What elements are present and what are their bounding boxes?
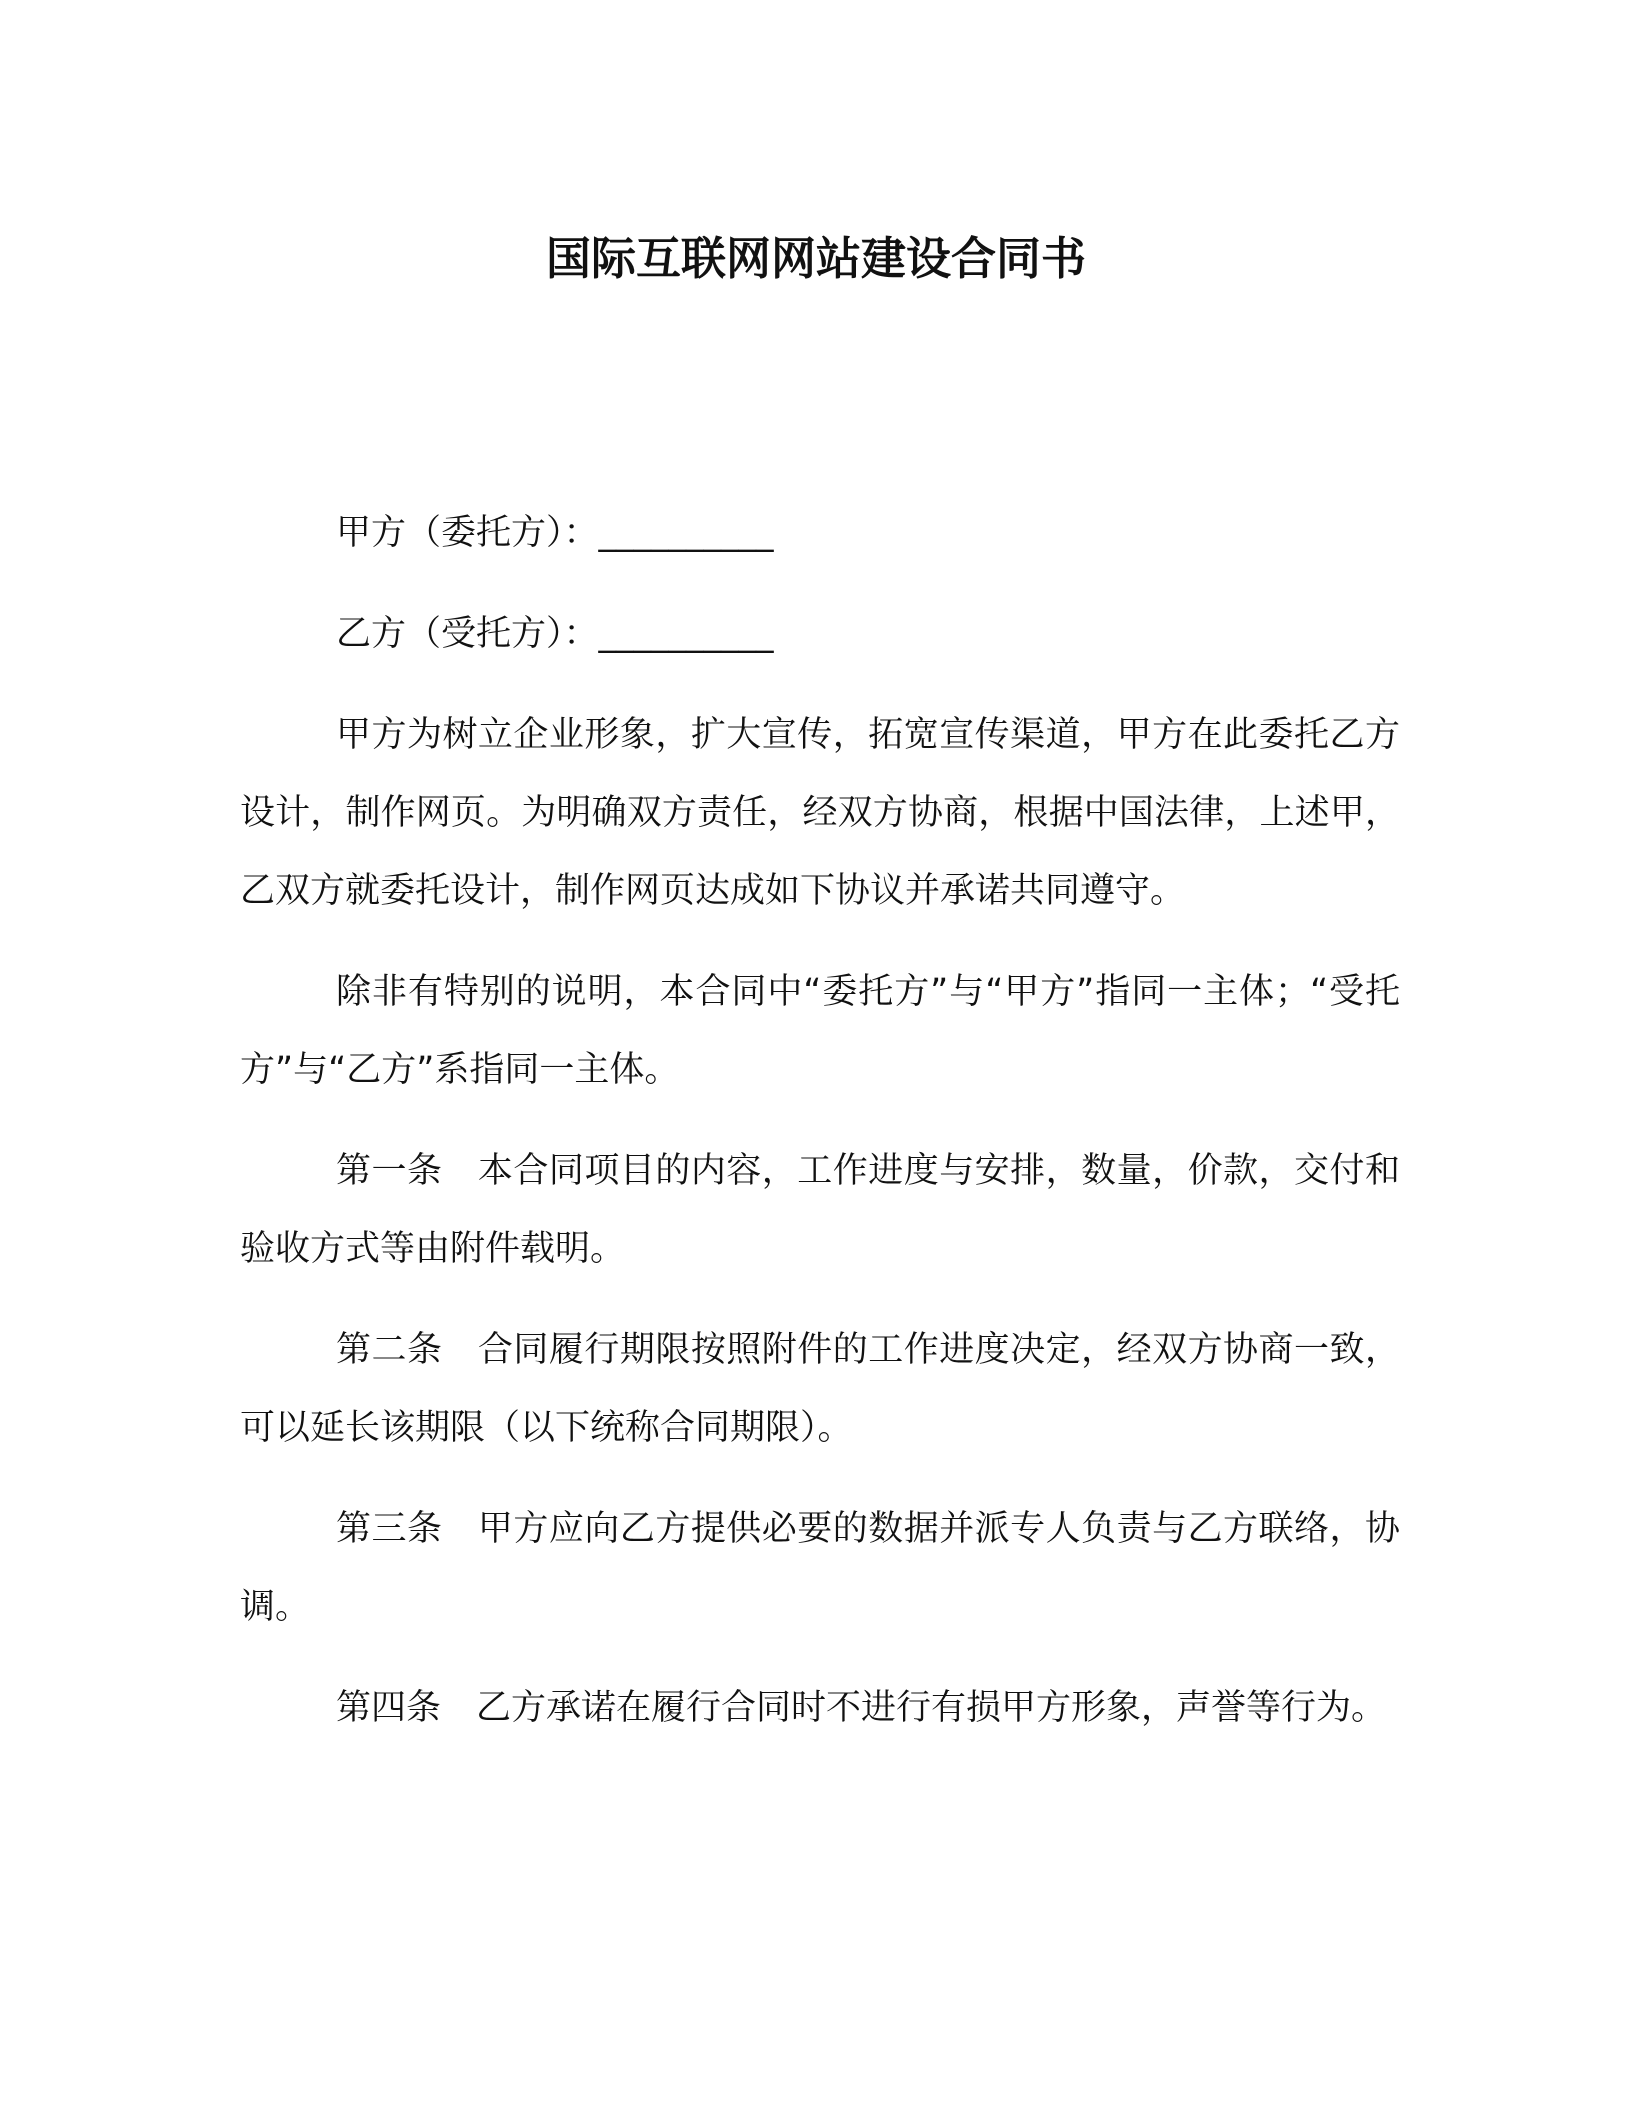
preamble-paragraph: 甲方为树立企业形象，扩大宣传，拓宽宣传渠道，甲方在此委托乙方设计，制作网页。为明确双方责任，经双方协商，根据中国法律，上述甲，乙双方就委托设计，制作网页达成如下协议并承诺共同遵守。 bbox=[240, 715, 1400, 911]
party-a-line: 甲方（委托方）：__________ bbox=[336, 513, 774, 553]
party-b-line: 乙方（受托方）：__________ bbox=[336, 614, 774, 654]
article-4: 第四条 乙方承诺在履行合同时不进行有损甲方形象，声誉等行为。 bbox=[336, 1688, 1387, 1728]
document-body bbox=[240, 494, 1400, 1770]
definitions-paragraph: 除非有特别的说明，本合同中“委托方”与“甲方”指同一主体；“受托方”与“乙方”系指同一主体。 bbox=[240, 972, 1400, 1090]
article-3: 第三条 甲方应向乙方提供必要的数据并派专人负责与乙方联络，协调。 bbox=[240, 1509, 1400, 1627]
article-2: 第二条 合同履行期限按照附件的工作进度决定，经双方协商一致，可以延长该期限（以下统称合同期限）。 bbox=[240, 1330, 1400, 1448]
article-1: 第一条 本合同项目的内容，工作进度与安排，数量，价款，交付和验收方式等由附件载明。 bbox=[240, 1151, 1400, 1269]
document-title: 国际互联网网站建设合同书 bbox=[545, 232, 1086, 285]
